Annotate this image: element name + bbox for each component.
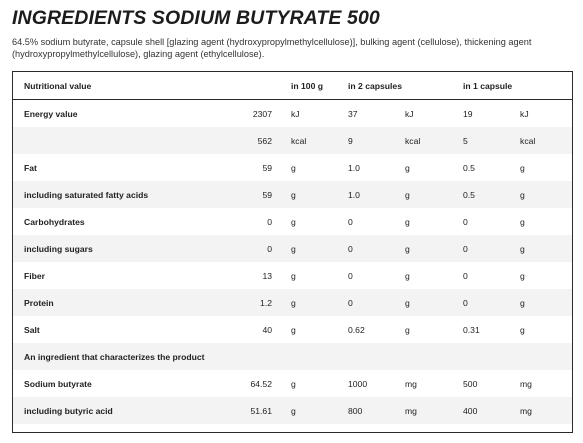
value-per-1-capsule: 0.5: [463, 154, 520, 181]
unit-per-2-capsules: g: [405, 316, 463, 343]
row-label: including saturated fatty acids: [13, 181, 181, 208]
value-per-1-capsule: 0.5: [463, 181, 520, 208]
row-label: [13, 127, 181, 154]
unit-per-100g: g: [291, 397, 348, 424]
section-row: [13, 343, 572, 370]
value-per-100g: 1.2: [181, 289, 291, 316]
value-per-2-capsules: 0: [348, 235, 405, 262]
header-in-1-capsule: in 1 capsule: [463, 72, 572, 100]
nutrition-table-body: [13, 72, 572, 424]
page-title: INGREDIENTS SODIUM BUTYRATE 500: [12, 7, 380, 29]
unit-per-1-capsule: kJ: [520, 100, 572, 128]
unit-per-100g: g: [291, 370, 348, 397]
row-label: including butyric acid: [13, 397, 181, 424]
value-per-1-capsule: 5: [463, 127, 520, 154]
unit-per-1-capsule: g: [520, 208, 572, 235]
header-spacer: [181, 72, 291, 100]
value-per-100g: 59: [181, 181, 291, 208]
unit-per-2-capsules: g: [405, 289, 463, 316]
value-per-100g: 0: [181, 208, 291, 235]
unit-per-100g: kcal: [291, 127, 348, 154]
unit-per-2-capsules: kJ: [405, 100, 463, 128]
value-per-1-capsule: 400: [463, 397, 520, 424]
unit-per-1-capsule: g: [520, 154, 572, 181]
table-row: [13, 316, 572, 343]
row-label: Energy value: [13, 100, 181, 128]
table-row: [13, 262, 572, 289]
unit-per-2-capsules: kcal: [405, 127, 463, 154]
unit-per-100g: g: [291, 235, 348, 262]
table-row: [13, 181, 572, 208]
value-per-2-capsules: 1000: [348, 370, 405, 397]
value-per-100g: 2307: [181, 100, 291, 128]
value-per-1-capsule: 500: [463, 370, 520, 397]
unit-per-2-capsules: g: [405, 262, 463, 289]
unit-per-2-capsules: g: [405, 235, 463, 262]
value-per-100g: 562: [181, 127, 291, 154]
value-per-2-capsules: 1.0: [348, 154, 405, 181]
value-per-100g: 0: [181, 235, 291, 262]
row-label: Fiber: [13, 262, 181, 289]
value-per-100g: 40: [181, 316, 291, 343]
value-per-100g: 59: [181, 154, 291, 181]
value-per-2-capsules: 0.62: [348, 316, 405, 343]
unit-per-2-capsules: g: [405, 181, 463, 208]
unit-per-2-capsules: g: [405, 154, 463, 181]
unit-per-1-capsule: g: [520, 235, 572, 262]
header-in-100g: in 100 g: [291, 72, 348, 100]
value-per-100g: 13: [181, 262, 291, 289]
value-per-2-capsules: 0: [348, 262, 405, 289]
unit-per-2-capsules: mg: [405, 397, 463, 424]
value-per-2-capsules: 1.0: [348, 181, 405, 208]
header-nutritional-value: Nutritional value: [13, 72, 181, 100]
table-row: [13, 235, 572, 262]
unit-per-1-capsule: kcal: [520, 127, 572, 154]
unit-per-2-capsules: mg: [405, 370, 463, 397]
unit-per-100g: g: [291, 316, 348, 343]
table-row: [13, 154, 572, 181]
value-per-1-capsule: 19: [463, 100, 520, 128]
unit-per-1-capsule: g: [520, 181, 572, 208]
unit-per-2-capsules: g: [405, 208, 463, 235]
table-header-row: [13, 72, 572, 100]
table-row: [13, 370, 572, 397]
value-per-1-capsule: 0.31: [463, 316, 520, 343]
nutrition-table-container: [12, 71, 573, 433]
ingredients-description: 64.5% sodium butyrate, capsule shell [glazing agent (hydroxypropylmethylcellulose)], bulking agent (cellulose), thickening agent (hydroxypropylmethylcellulose), glazing agent (ethylcellulose).: [12, 37, 532, 59]
unit-per-100g: g: [291, 208, 348, 235]
value-per-1-capsule: 0: [463, 208, 520, 235]
row-label: Sodium butyrate: [13, 370, 181, 397]
value-per-2-capsules: 9: [348, 127, 405, 154]
unit-per-100g: g: [291, 289, 348, 316]
table-row: [13, 397, 572, 424]
row-label: including sugars: [13, 235, 181, 262]
header-in-2-capsules: in 2 capsules: [348, 72, 463, 100]
row-label: Fat: [13, 154, 181, 181]
row-label: Salt: [13, 316, 181, 343]
nutrition-table: [13, 72, 572, 424]
unit-per-1-capsule: g: [520, 262, 572, 289]
unit-per-100g: kJ: [291, 100, 348, 128]
value-per-100g: 51.61: [181, 397, 291, 424]
table-row: [13, 208, 572, 235]
value-per-2-capsules: 0: [348, 289, 405, 316]
unit-per-1-capsule: g: [520, 289, 572, 316]
row-label: Carbohydrates: [13, 208, 181, 235]
value-per-100g: 64.52: [181, 370, 291, 397]
unit-per-100g: g: [291, 154, 348, 181]
table-row: [13, 289, 572, 316]
table-row: [13, 127, 572, 154]
unit-per-100g: g: [291, 181, 348, 208]
value-per-2-capsules: 37: [348, 100, 405, 128]
unit-per-100g: g: [291, 262, 348, 289]
unit-per-1-capsule: g: [520, 316, 572, 343]
table-row: [13, 100, 572, 128]
value-per-2-capsules: 0: [348, 208, 405, 235]
value-per-2-capsules: 800: [348, 397, 405, 424]
row-label: Protein: [13, 289, 181, 316]
section-label: An ingredient that characterizes the product: [13, 343, 572, 370]
value-per-1-capsule: 0: [463, 289, 520, 316]
value-per-1-capsule: 0: [463, 235, 520, 262]
unit-per-1-capsule: mg: [520, 397, 572, 424]
value-per-1-capsule: 0: [463, 262, 520, 289]
unit-per-1-capsule: mg: [520, 370, 572, 397]
